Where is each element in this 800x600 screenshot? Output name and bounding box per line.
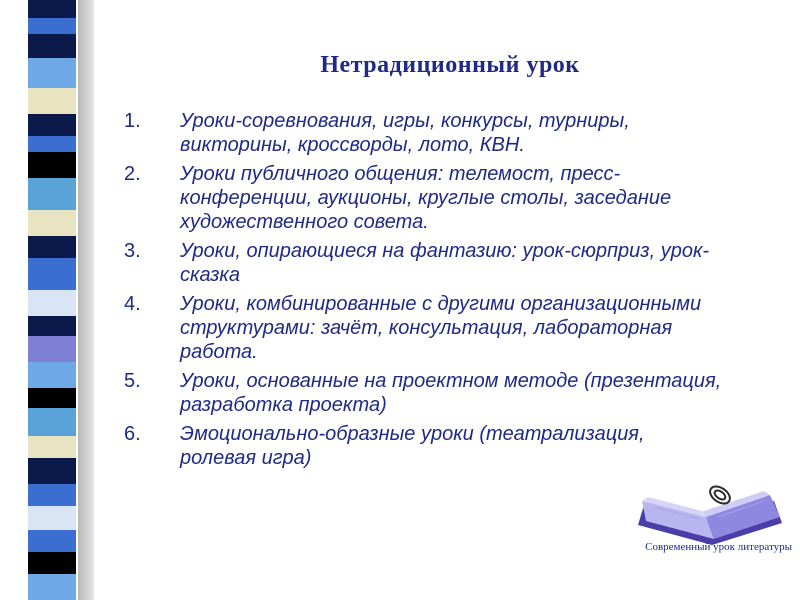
list-item [124, 369, 724, 417]
decorative-stripe [28, 88, 76, 114]
list-item [124, 422, 724, 470]
decorative-stripe [28, 552, 76, 574]
decorative-stripe [28, 114, 76, 136]
decorative-stripe [28, 152, 76, 178]
list-item-text: Эмоционально-образные уроки (театрализация, ролевая игра) [180, 423, 645, 469]
decorative-stripe [28, 210, 76, 236]
footer-caption: Современный урок литературы [645, 541, 792, 553]
decorative-stripe [28, 530, 76, 552]
list-item-number: 2. [124, 163, 141, 185]
decorative-stripe [28, 136, 76, 152]
decorative-stripe [28, 258, 76, 290]
list-item-text: Уроки, комбинированные с другими организационными структурами: зачёт, консультация, лабораторная работа. [180, 293, 702, 363]
decorative-stripe [28, 58, 76, 88]
decorative-stripe [28, 436, 76, 458]
list-item-text: Уроки, опирающиеся на фантазию: урок-сюрприз, урок-сказка [180, 240, 710, 286]
lesson-types-list [124, 109, 724, 475]
decorative-stripe [28, 484, 76, 506]
decorative-stripe [28, 34, 76, 58]
list-item-number: 6. [124, 423, 141, 445]
decorative-stripe [28, 178, 76, 210]
list-item-number: 3. [124, 240, 141, 262]
decorative-stripe [28, 316, 76, 336]
list-item [124, 292, 724, 364]
decorative-stripe [28, 362, 76, 388]
decorative-stripe [28, 0, 76, 18]
list-item-number: 1. [124, 110, 141, 132]
decorative-stripe [28, 290, 76, 316]
list-item-text: Уроки-соревнования, игры, конкурсы, турниры, викторины, кроссворды, лото, КВН. [180, 110, 630, 156]
decorative-stripe [28, 236, 76, 258]
decorative-stripe [28, 388, 76, 408]
grey-edge-gradient [78, 0, 94, 600]
list-item [124, 109, 724, 157]
decorative-stripe [28, 336, 76, 362]
decorative-stripe [28, 506, 76, 530]
book-with-paperclip-icon [634, 477, 784, 547]
list-item-number: 5. [124, 370, 141, 392]
decorative-stripe [28, 574, 76, 600]
list-item-text: Уроки публичного общения: телемост, пресс-конференции, аукционы, круглые столы, заседание художественного совета. [180, 163, 672, 233]
list-item-text: Уроки, основанные на проектном методе (презентация, разработка проекта) [180, 370, 722, 416]
decorative-stripe [28, 18, 76, 34]
slide-title: Нетрадиционный урок [320, 52, 580, 78]
decorative-stripe [28, 458, 76, 484]
list-item-number: 4. [124, 293, 141, 315]
decorative-stripe [28, 408, 76, 436]
list-item [124, 162, 724, 234]
decorative-stripe-band [28, 0, 78, 600]
list-item [124, 239, 724, 287]
